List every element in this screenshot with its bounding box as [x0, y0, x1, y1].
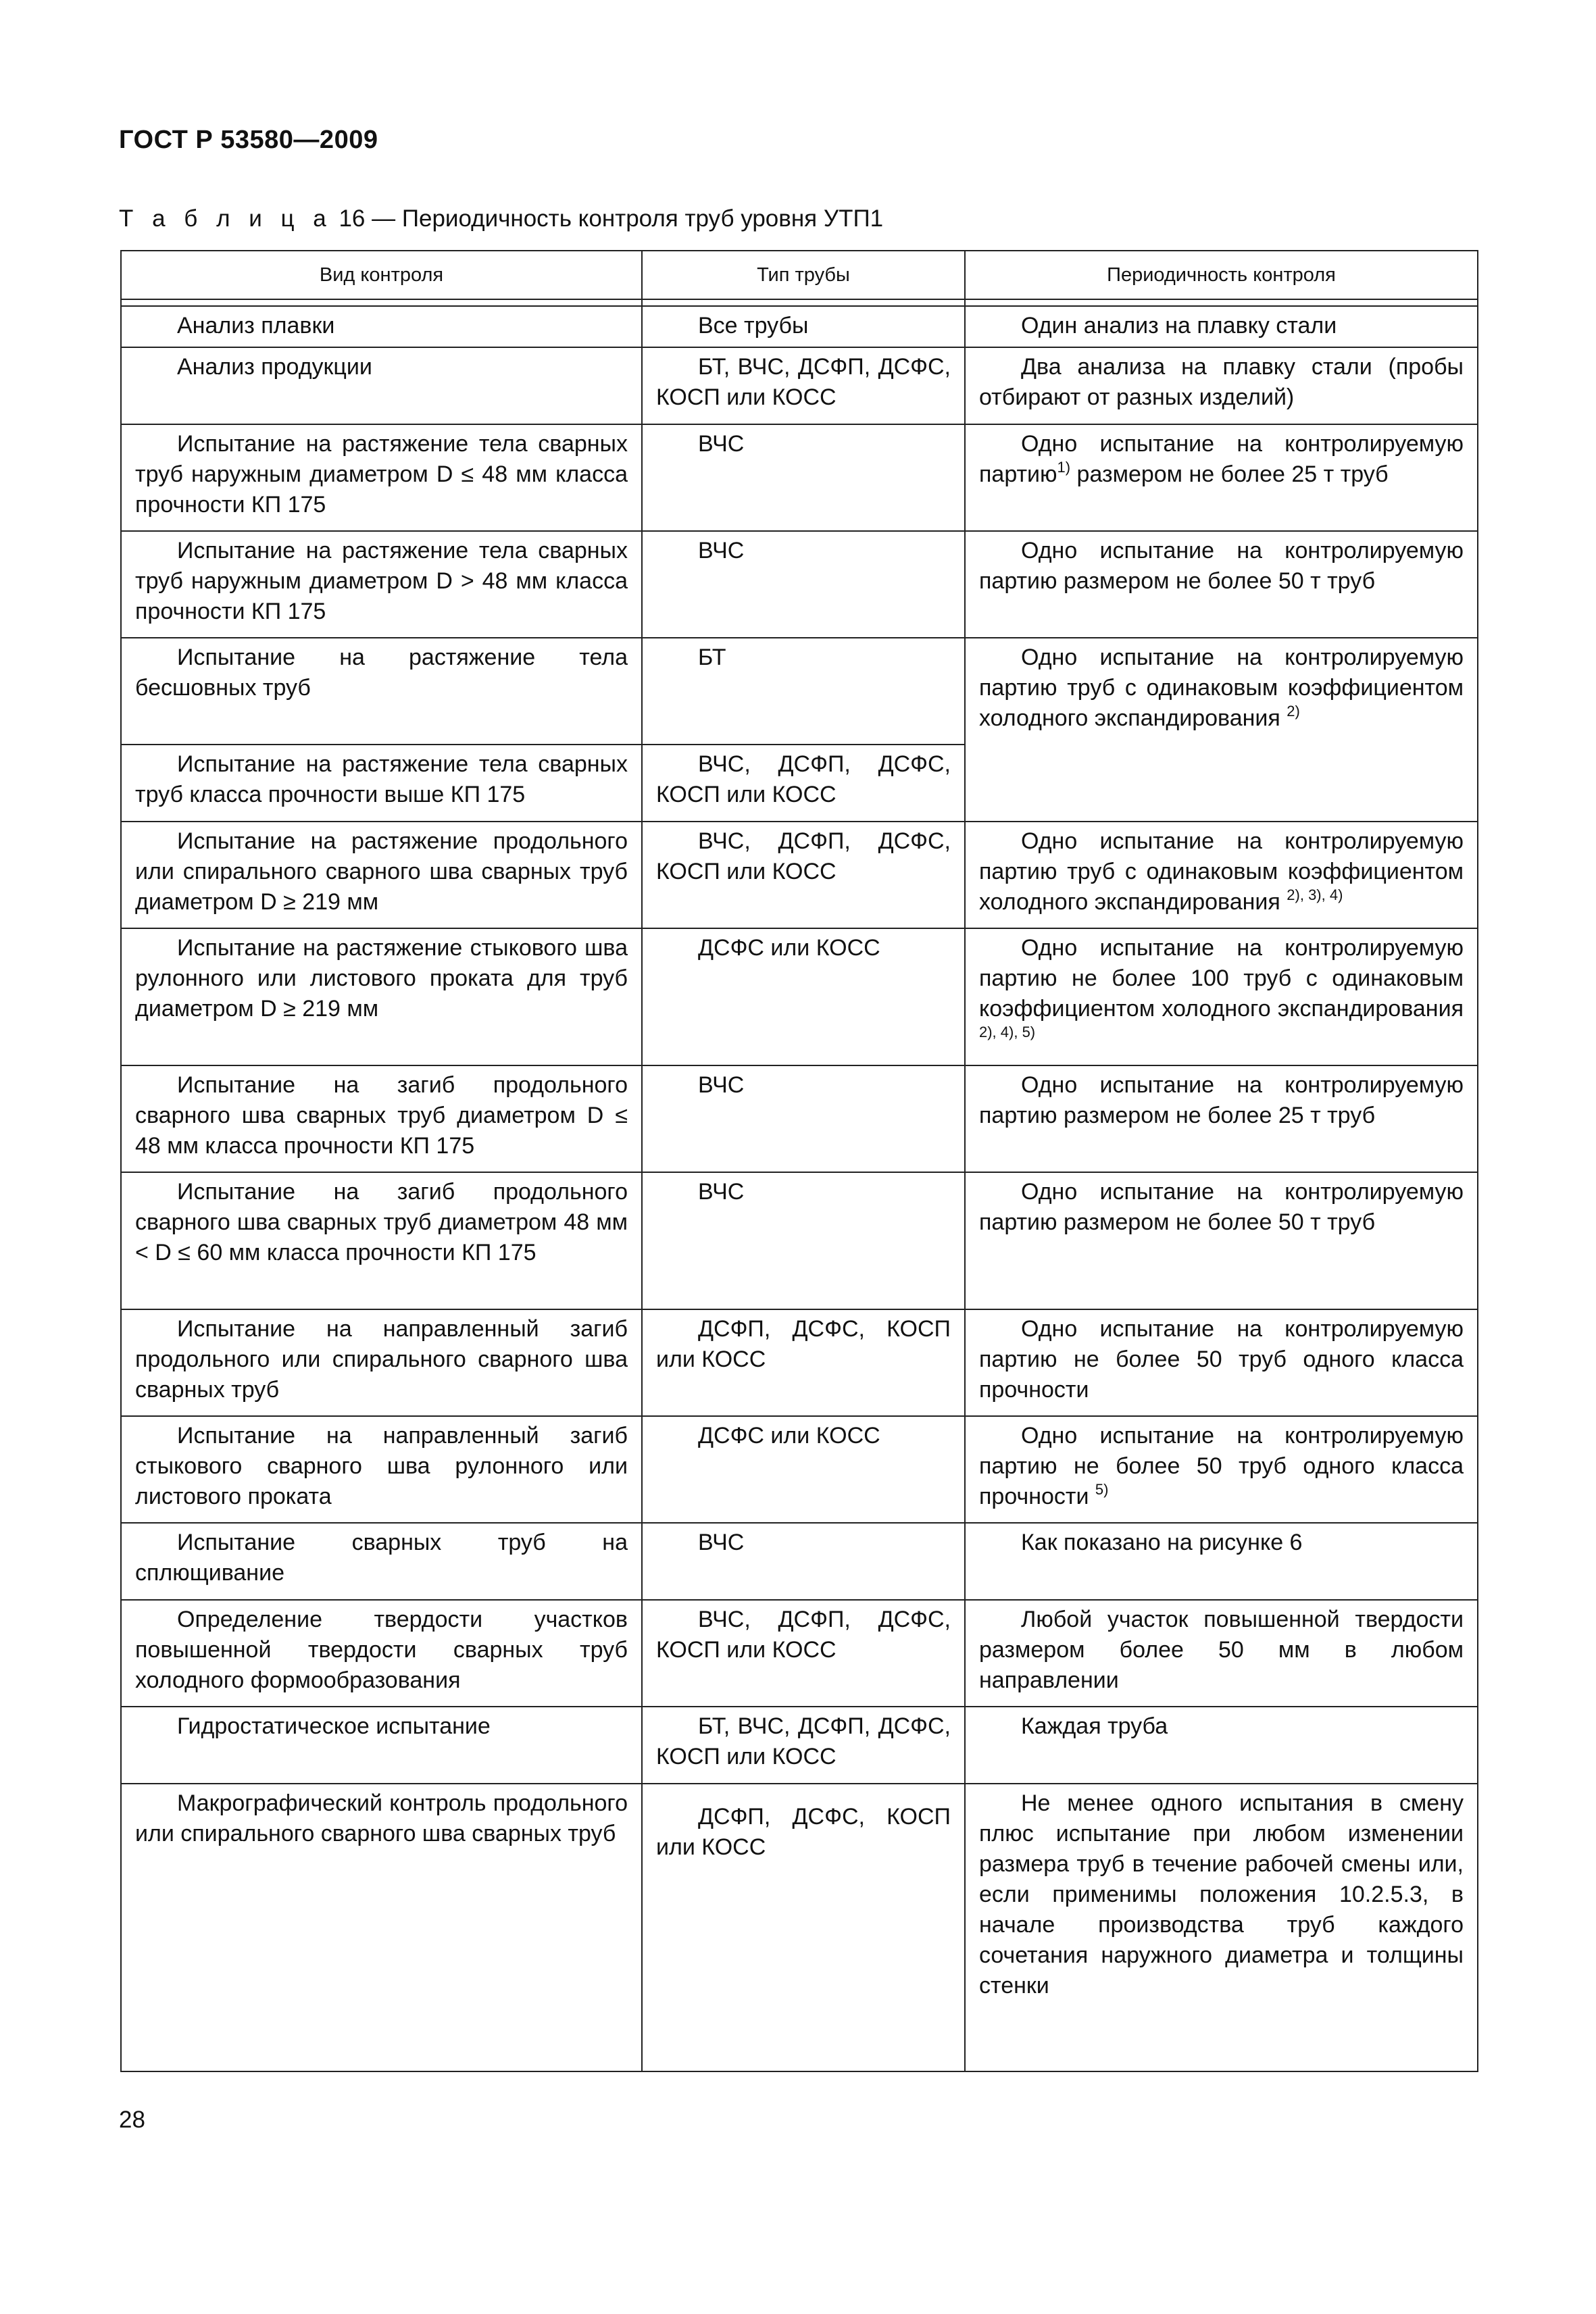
footnote-ref: 5)	[1095, 1481, 1109, 1498]
cell-inspection-type: Макрографический контроль продольного или спирального сварного шва сварных труб	[121, 1784, 642, 2071]
table-row	[121, 1309, 1478, 1416]
cell-frequency: Одно испытание на контролируемую партию не более 100 труб с одинаковым коэффициентом холодного экспандирования $^{2), 4), 5)}$	[965, 928, 1478, 1065]
cell-inspection-type: Испытание на растяжение тела бесшовных труб	[121, 638, 642, 745]
cell-inspection-type: Испытание сварных труб на сплющивание	[121, 1523, 642, 1600]
cell-pipe-type: ВЧС, ДСФП, ДСФС, КОСП или КОСС	[642, 1600, 965, 1707]
cell-frequency: Одно испытание на контролируемую партию труб с одинаковым коэффициентом холодного экспандирования $^{2), 3), 4)}$	[965, 822, 1478, 928]
cell-frequency: Одно испытание на контролируемую партию не более 50 труб одного класса прочности	[965, 1309, 1478, 1416]
table-row	[121, 347, 1478, 424]
cell-pipe-type: ДСФС или КОСС	[642, 928, 965, 1065]
cell-pipe-type: ДСФП, ДСФС, КОСП или КОСС	[642, 1309, 965, 1416]
cell-pipe-type: ДСФС или КОСС	[642, 1416, 965, 1523]
cell-pipe-type: ВЧС, ДСФП, ДСФС, КОСП или КОСС	[642, 745, 965, 822]
table-row	[121, 1523, 1478, 1600]
cell-pipe-type: БТ	[642, 638, 965, 745]
header-separator	[121, 299, 1478, 306]
cell-inspection-type: Испытание на растяжение тела сварных труб класса прочности выше КП 175	[121, 745, 642, 822]
cell-pipe-type: ВЧС	[642, 1065, 965, 1172]
table-row	[121, 638, 1478, 745]
cell-inspection-type: Гидростатическое испытание	[121, 1707, 642, 1784]
header-frequency: Периодичность контроля	[965, 251, 1478, 299]
cell-inspection-type: Испытание на растяжение тела сварных труб наружным диаметром D ≤ 48 мм класса прочности КП 175	[121, 424, 642, 531]
cell-inspection-type: Анализ плавки	[121, 306, 642, 347]
cell-frequency: Каждая труба	[965, 1707, 1478, 1784]
table-row	[121, 424, 1478, 531]
table-row	[121, 1065, 1478, 1172]
table-row	[121, 531, 1478, 638]
header-pipe-type: Тип трубы	[642, 251, 965, 299]
table-row	[121, 1600, 1478, 1707]
cell-inspection-type: Анализ продукции	[121, 347, 642, 424]
cell-pipe-type: БТ, ВЧС, ДСФП, ДСФС, КОСП или КОСС	[642, 347, 965, 424]
caption-prefix: Т а б л и ц а	[119, 205, 332, 232]
header-inspection-type: Вид контроля	[121, 251, 642, 299]
cell-pipe-type: ВЧС	[642, 1523, 965, 1600]
cell-pipe-type: Все трубы	[642, 306, 965, 347]
cell-pipe-type: ВЧС, ДСФП, ДСФС, КОСП или КОСС	[642, 822, 965, 928]
cell-inspection-type: Испытание на растяжение стыкового шва рулонного или листового проката для труб диаметром D ≥ 219 мм	[121, 928, 642, 1065]
cell-pipe-type: БТ, ВЧС, ДСФП, ДСФС, КОСП или КОСС	[642, 1707, 965, 1784]
table-row	[121, 306, 1478, 347]
cell-frequency: Одно испытание на контролируемую партию$^{1)}$ размером не более 25 т труб	[965, 424, 1478, 531]
inspection-frequency-table	[120, 250, 1478, 2072]
table-caption	[119, 205, 883, 232]
cell-inspection-type: Испытание на растяжение тела сварных труб наружным диаметром D > 48 мм класса прочности КП 175	[121, 531, 642, 638]
cell-inspection-type: Определение твердости участков повышенной твердости сварных труб холодного формообразования	[121, 1600, 642, 1707]
footnote-ref: 2), 4), 5)	[979, 1024, 1036, 1040]
footnote-ref: 2), 3), 4)	[1287, 886, 1343, 903]
table-row	[121, 928, 1478, 1065]
cell-frequency: Любой участок повышенной твердости размером более 50 мм в любом направлении	[965, 1600, 1478, 1707]
cell-frequency: Два анализа на плавку стали (пробы отбирают от разных изделий)	[965, 347, 1478, 424]
cell-inspection-type: Испытание на загиб продольного сварного шва сварных труб диаметром 48 мм < D ≤ 60 мм класса прочности КП 175	[121, 1172, 642, 1309]
table-row	[121, 1784, 1478, 2071]
cell-pipe-type: ВЧС	[642, 531, 965, 638]
cell-inspection-type: Испытание на растяжение продольного или спирального сварного шва сварных труб диаметром D ≥ 219 мм	[121, 822, 642, 928]
cell-pipe-type: ВЧС	[642, 424, 965, 531]
table-row	[121, 1416, 1478, 1523]
footnote-ref: 2)	[1287, 703, 1300, 720]
cell-pipe-type: ДСФП, ДСФС, КОСП или КОСС	[642, 1784, 965, 2071]
cell-inspection-type: Испытание на направленный загиб стыкового сварного шва рулонного или листового проката	[121, 1416, 642, 1523]
cell-frequency: Одно испытание на контролируемую партию размером не более 50 т труб	[965, 1172, 1478, 1309]
cell-frequency: Одно испытание на контролируемую партию размером не более 50 т труб	[965, 531, 1478, 638]
caption-text: 16 — Периодичность контроля труб уровня УТП1	[332, 205, 884, 232]
cell-frequency: Одно испытание на контролируемую партию не более 50 труб одного класса прочности $^{5)}$	[965, 1416, 1478, 1523]
cell-pipe-type: ВЧС	[642, 1172, 965, 1309]
cell-frequency: Один анализ на плавку стали	[965, 306, 1478, 347]
document-code: ГОСТ Р 53580—2009	[119, 126, 378, 154]
table-header-row	[121, 251, 1478, 299]
cell-frequency: Как показано на рисунке 6	[965, 1523, 1478, 1600]
footnote-ref: 1)	[1057, 459, 1071, 476]
cell-inspection-type: Испытание на направленный загиб продольного или спирального сварного шва сварных труб	[121, 1309, 642, 1416]
table-row	[121, 1707, 1478, 1784]
cell-inspection-type: Испытание на загиб продольного сварного шва сварных труб диаметром D ≤ 48 мм класса прочности КП 175	[121, 1065, 642, 1172]
table-row	[121, 1172, 1478, 1309]
table-row	[121, 822, 1478, 928]
cell-frequency: Одно испытание на контролируемую партию труб с одинаковым коэффициентом холодного экспандирования $^{2)}$	[965, 638, 1478, 822]
page-number: 28	[119, 2107, 145, 2133]
cell-frequency: Не менее одного испытания в смену плюс испытание при любом изменении размера труб в течение рабочей смены или, если применимы положения 10.2.5.3, в начале производства труб каждого сочетания наружного диаметра и толщины стенки	[965, 1784, 1478, 2071]
cell-frequency: Одно испытание на контролируемую партию размером не более 25 т труб	[965, 1065, 1478, 1172]
